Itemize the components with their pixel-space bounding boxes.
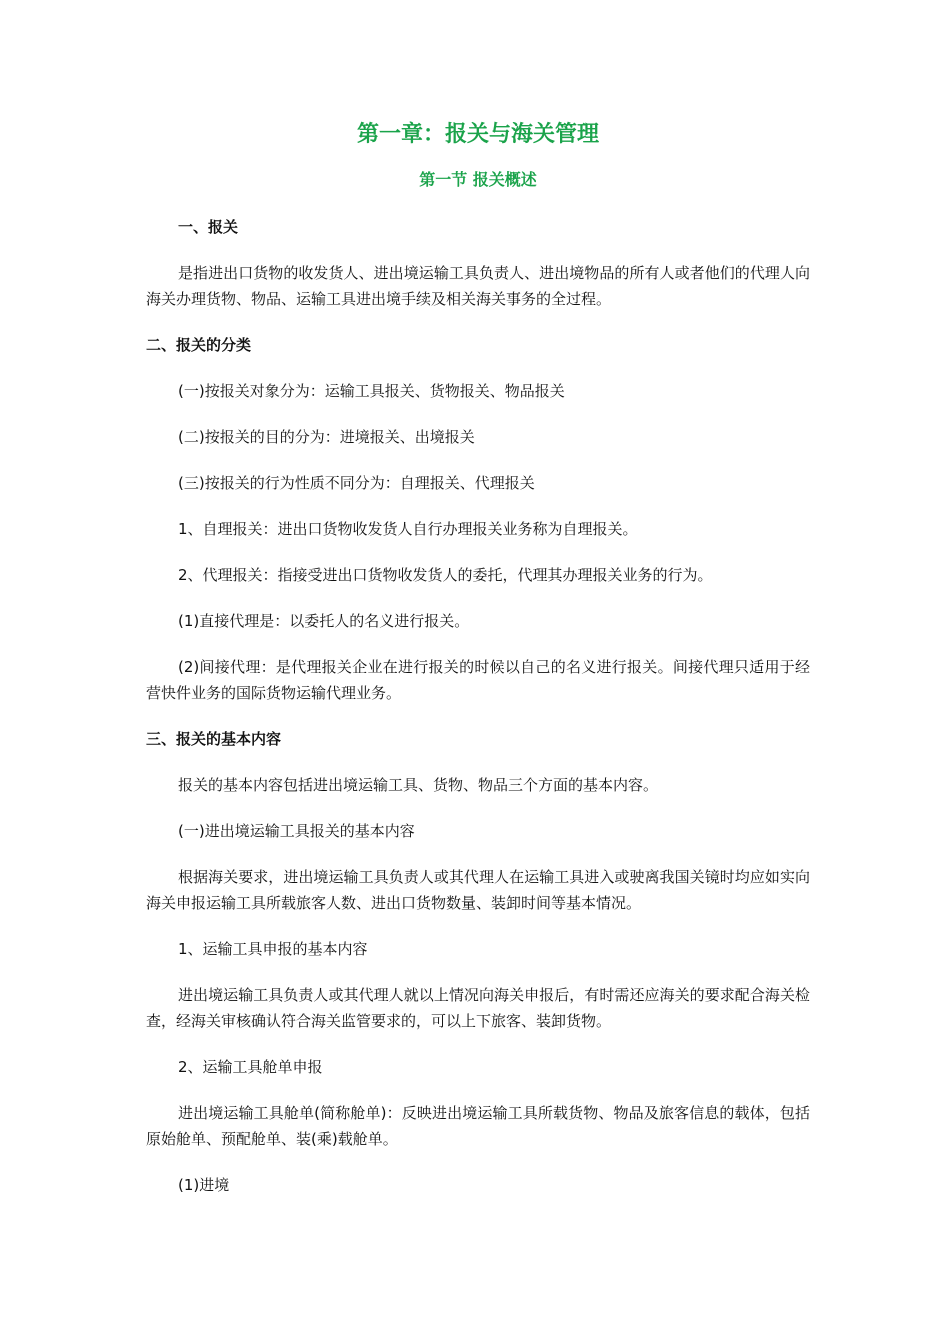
paragraph: 进出境运输工具舱单(简称舱单)：反映进出境运输工具所载货物、物品及旅客信息的载体，包括原始舱单、预配舱单、装(乘)载舱单。 xyxy=(146,1104,810,1148)
heading-basic-content: 三、报关的基本内容 xyxy=(146,730,282,748)
paragraph: 是指进出口货物的收发货人、进出境运输工具负责人、进出境物品的所有人或者他们的代理人向海关办理货物、物品、运输工具进出境手续及相关海关事务的全过程。 xyxy=(146,264,810,308)
heading-classification: 二、报关的分类 xyxy=(146,336,252,354)
chapter-title: 第一章：报关与海关管理 xyxy=(356,122,599,147)
paragraph: (一)进出境运输工具报关的基本内容 xyxy=(178,822,415,840)
heading-baoguan: 一、报关 xyxy=(178,218,239,236)
paragraph: (三)按报关的行为性质不同分为：自理报关、代理报关 xyxy=(178,474,535,492)
paragraph: 2、运输工具舱单申报 xyxy=(178,1058,323,1076)
paragraph: 1、自理报关：进出口货物收发货人自行办理报关业务称为自理报关。 xyxy=(178,520,638,538)
paragraph: 报关的基本内容包括进出境运输工具、货物、物品三个方面的基本内容。 xyxy=(178,776,659,794)
paragraph: (一)按报关对象分为：运输工具报关、货物报关、物品报关 xyxy=(178,382,565,400)
paragraph: 2、代理报关：指接受进出口货物收发货人的委托，代理其办理报关业务的行为。 xyxy=(178,566,713,584)
paragraph: 进出境运输工具负责人或其代理人就以上情况向海关申报后，有时需还应海关的要求配合海关检查，经海关审核确认符合海关监管要求的，可以上下旅客、装卸货物。 xyxy=(146,986,810,1030)
paragraph: (2)间接代理：是代理报关企业在进行报关的时候以自己的名义进行报关。间接代理只适用于经营快件业务的国际货物运输代理业务。 xyxy=(146,658,810,702)
section-title: 第一节 报关概述 xyxy=(419,170,537,189)
paragraph: 根据海关要求，进出境运输工具负责人或其代理人在运输工具进入或驶离我国关镜时均应如实向海关申报运输工具所载旅客人数、进出口货物数量、装卸时间等基本情况。 xyxy=(146,868,810,912)
paragraph: (二)按报关的目的分为：进境报关、出境报关 xyxy=(178,428,475,446)
paragraph: (1)进境 xyxy=(178,1176,230,1194)
paragraph: 1、运输工具申报的基本内容 xyxy=(178,940,368,958)
document-body xyxy=(146,118,810,1198)
paragraph: (1)直接代理是：以委托人的名义进行报关。 xyxy=(178,612,470,630)
